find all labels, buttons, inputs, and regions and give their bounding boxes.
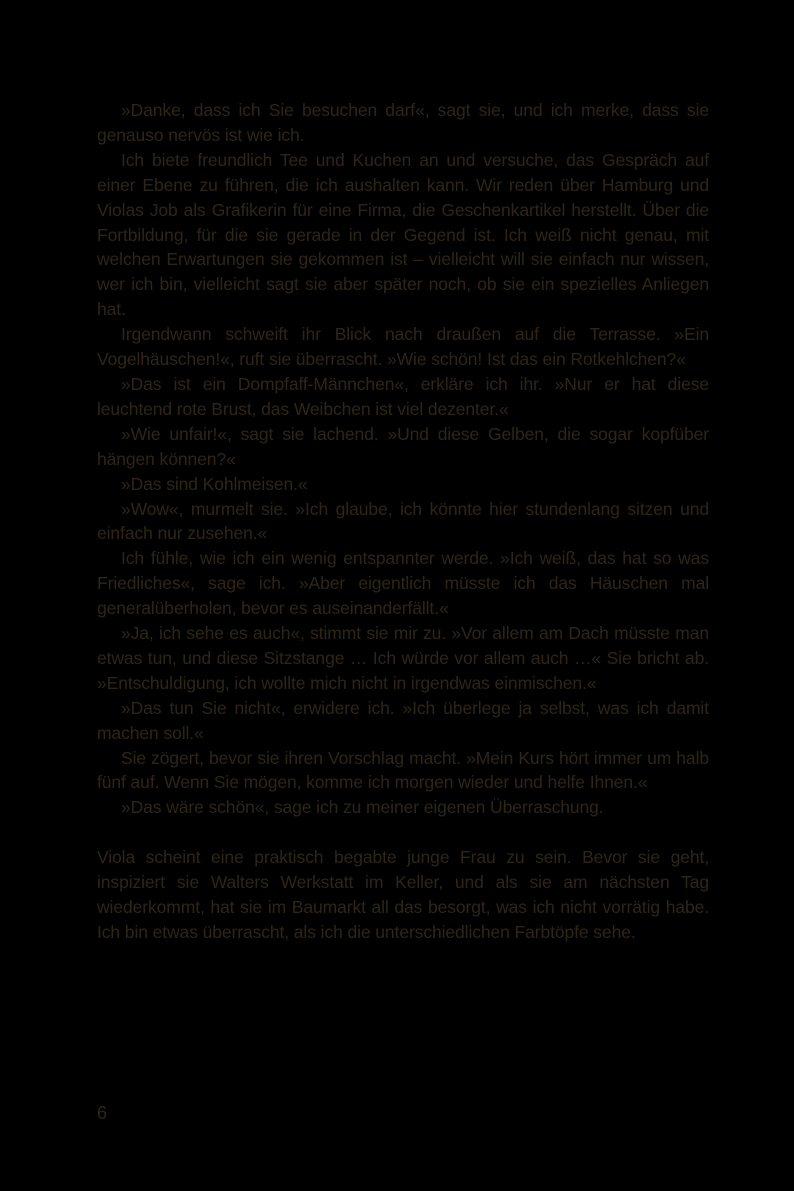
page-number: 6 (97, 1103, 108, 1123)
paragraph: »Danke, dass ich Sie besuchen darf«, sagt sie, und ich merke, dass sie genauso nervös ist wie ich. (97, 100, 709, 145)
paragraph: »Wie unfair!«, sagt sie lachend. »Und diese Gelben, die sogar kopfüber hängen können?« (97, 423, 709, 469)
paragraph-section-start: Viola scheint eine praktisch begabte junge Frau zu sein. Bevor sie geht, inspiziert sie Walters Werkstatt im Keller, und als sie am nächsten Tag wiederkommt, hat sie im Baumarkt all das besorgt, was ich nicht vorrätig habe. Ich bin etwas überrascht, als ich die unterschiedlichen Farbtöpfe sehe. (97, 847, 709, 942)
paragraph: »Ja, ich sehe es auch«, stimmt sie mir zu. »Vor allem am Dach müsste man etwas tun, und diese Sitzstange … Ich würde vor allem auch …« Sie bricht ab. »Entschuldigung, ich wollte mich nicht in irgendwas einmischen.« (97, 623, 709, 693)
body-text (97, 98, 709, 945)
paragraph: Irgendwann schweift ihr Blick nach draußen auf die Terrasse. »Ein Vogelhäuschen!«, ruft sie überrascht. »Wie schön! Ist das ein Rotkehlchen?« (97, 324, 709, 370)
paragraph: Ich biete freundlich Tee und Kuchen an und versuche, das Gespräch auf einer Ebene zu führen, die ich aushalten kann. Wir reden über Hamburg und Violas Job als Grafikerin für eine Firma, die Geschenkartikel herstellt. Über die Fortbildung, für die sie gerade in der Gegend ist. Ich weiß nicht genau, mit welchen Erwartungen sie gekommen ist – vielleicht will sie einfach nur wissen, wer ich bin, vielleicht sagt sie aber später noch, ob sie ein spezielles Anliegen hat. (97, 149, 709, 320)
paragraph: »Das wäre schön«, sage ich zu meiner eigenen Überraschung. (121, 797, 604, 818)
paragraph: Ich fühle, wie ich ein wenig entspannter werde. »Ich weiß, das hat so was Friedliches«, sage ich. »Aber eigentlich müsste ich das Häuschen mal generalüberholen, bevor es auseinanderfällt.« (97, 548, 709, 619)
paragraph: »Das ist ein Dompfaff-Männchen«, erkläre ich ihr. »Nur er hat diese leuchtend rote Brust, das Weibchen ist viel dezenter.« (97, 373, 709, 419)
section-break (97, 820, 709, 845)
paragraph: »Wow«, murmelt sie. »Ich glaube, ich könnte hier stundenlang sitzen und einfach nur zusehen.« (97, 498, 709, 544)
paragraph: Sie zögert, bevor sie ihren Vorschlag macht. »Mein Kurs hört immer um halb fünf auf. Wenn Sie mögen, komme ich morgen wieder und helfe Ihnen.« (97, 747, 709, 793)
paragraph: »Das tun Sie nicht«, erwidere ich. »Ich überlege ja selbst, was ich damit machen soll.« (97, 697, 709, 743)
paragraph: »Das sind Kohlmeisen.« (121, 473, 308, 494)
